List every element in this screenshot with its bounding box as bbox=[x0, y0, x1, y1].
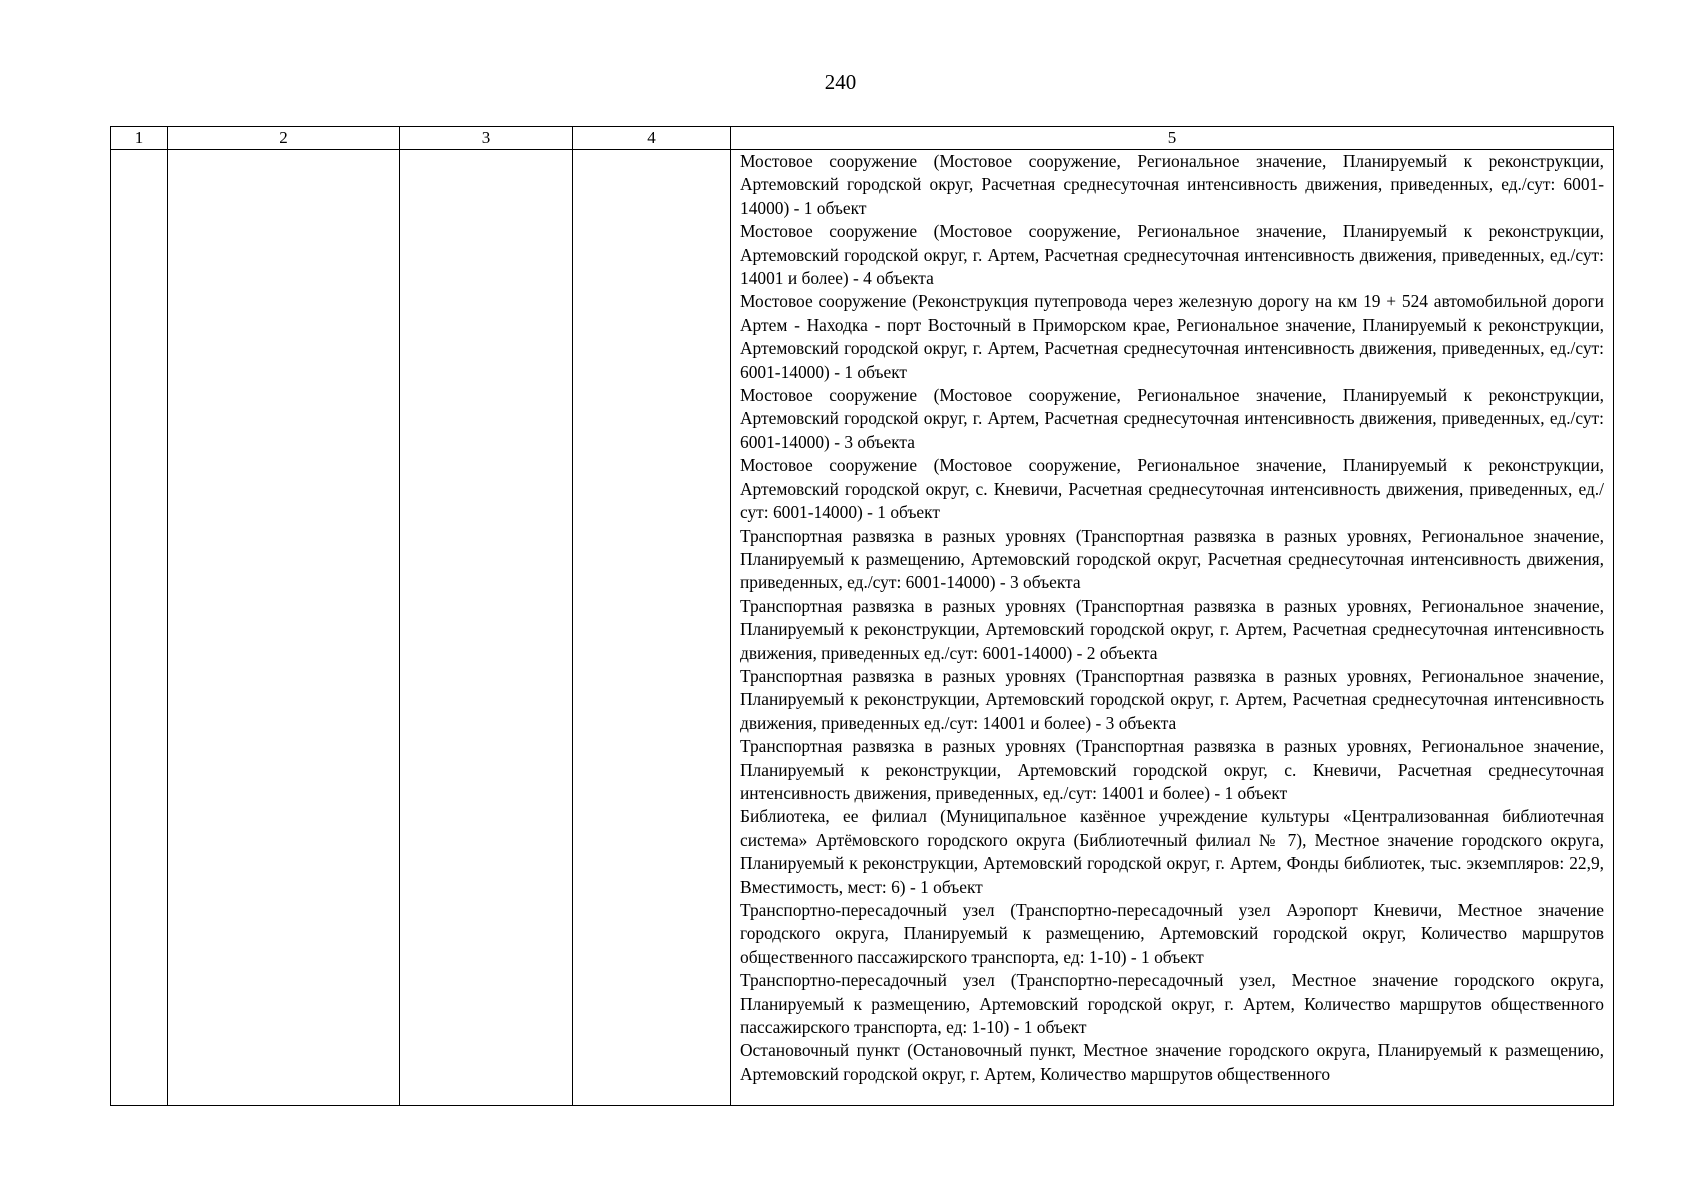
column-header-4: 4 bbox=[573, 127, 731, 150]
table-entry: Остановочный пункт (Остановочный пункт, Местное значение городского округа, Планируемый к размещению, Артемовский городской округ, г. Артем, Количество маршрутов общественного bbox=[740, 1040, 1604, 1084]
column-1-cell bbox=[111, 150, 168, 1106]
table-row bbox=[111, 150, 1614, 1106]
column-4-cell bbox=[573, 150, 731, 1106]
table-entry: Транспортная развязка в разных уровнях (Транспортная развязка в разных уровнях, Региональное значение, Планируемый к размещению, Артемовский городской округ, Расчетная среднесуточная интенсивность движения, приведенных, ед./сут: 6001-14000) - 3 объекта bbox=[740, 525, 1604, 593]
column-header-5: 5 bbox=[731, 127, 1614, 150]
table-entry: Мостовое сооружение (Реконструкция путепровода через железную дорогу на км 19 + 524 автомобильной дороги Артем - Находка - порт Восточный в Приморском крае, Региональное значение, Планируемый к реконструкции, Артемовский городской округ, г. Артем, Расчетная среднесуточная интенсивность движения, приведенных, ед./сут: 6001-14000) - 1 объект bbox=[740, 291, 1604, 382]
column-5-content bbox=[731, 150, 1613, 1105]
table-entry: Транспортная развязка в разных уровнях (Транспортная развязка в разных уровнях, Региональное значение, Планируемый к реконструкции, Артемовский городской округ, г. Артем, Расчетная среднесуточная интенсивность движения, приведенных ед./сут: 14001 и более) - 3 объекта bbox=[740, 665, 1604, 733]
column-2-cell bbox=[168, 150, 400, 1106]
column-header-1: 1 bbox=[111, 127, 168, 150]
table-entry: Мостовое сооружение (Мостовое сооружение, Региональное значение, Планируемый к реконструкции, Артемовский городской округ, г. Артем, Расчетная среднесуточная интенсивность движения, приведенных, ед./сут: 14001 и более) - 4 объекта bbox=[740, 221, 1604, 289]
column-header-3: 3 bbox=[400, 127, 573, 150]
page-number: 240 bbox=[824, 70, 857, 94]
table-entry: Транспортная развязка в разных уровнях (Транспортная развязка в разных уровнях, Региональное значение, Планируемый к реконструкции, Артемовский городской округ, с. Кневичи, Расчетная среднесуточная интенсивность движения, приведенных, ед./сут: 14001 и более) - 1 объект bbox=[740, 736, 1604, 803]
table-entry: Транспортная развязка в разных уровнях (Транспортная развязка в разных уровнях, Региональное значение, Планируемый к реконструкции, Артемовский городской округ, г. Артем, Расчетная среднесуточная интенсивность движения, приведенных ед./сут: 6001-14000) - 2 объекта bbox=[740, 595, 1604, 663]
table-header-row bbox=[111, 127, 1614, 150]
table-entry: Библиотека, ее филиал (Муниципальное казённое учреждение культуры «Централизованная библиотечная система» Артёмовского городского округа (Библиотечный филиал № 7), Местное значение городского округа, Планируемый к реконструкции, Артемовский городской округ, г. Артем, Фонды библиотек, тыс. экземпляров: 22,9, Вместимость, мест: 6) - 1 объект bbox=[740, 806, 1604, 897]
table-entry: Мостовое сооружение (Мостовое сооружение, Региональное значение, Планируемый к реконструкции, Артемовский городской округ, Расчетная среднесуточная интенсивность движения, приведенных, ед./сут: 6001-14000) - 1 объект bbox=[740, 151, 1604, 218]
column-5-cell bbox=[731, 150, 1614, 1106]
table-entry: Мостовое сооружение (Мостовое сооружение, Региональное значение, Планируемый к реконструкции, Артемовский городской округ, с. Кневичи, Расчетная среднесуточная интенсивность движения, приведенных, ед./сут: 6001-14000) - 1 объект bbox=[740, 455, 1604, 523]
table-entry: Транспортно-пересадочный узел (Транспортно-пересадочный узел, Местное значение городского округа, Планируемый к размещению, Артемовский городской округ, г. Артем, Количество маршрутов общественного пассажирского транспорта, ед: 1-10) - 1 объект bbox=[740, 970, 1604, 1038]
document-table bbox=[110, 126, 1614, 1106]
table-entry: Транспортно-пересадочный узел (Транспортно-пересадочный узел Аэропорт Кневичи, Местное значение городского округа, Планируемый к размещению, Артемовский городской округ, Количество маршрутов общественного пассажирского транспорта, ед: 1-10) - 1 объект bbox=[740, 900, 1604, 967]
table-entry: Мостовое сооружение (Мостовое сооружение, Региональное значение, Планируемый к реконструкции, Артемовский городской округ, г. Артем, Расчетная среднесуточная интенсивность движения, приведенных, ед./сут: 6001-14000) - 3 объекта bbox=[740, 385, 1604, 452]
column-header-2: 2 bbox=[168, 127, 400, 150]
column-3-cell bbox=[400, 150, 573, 1106]
